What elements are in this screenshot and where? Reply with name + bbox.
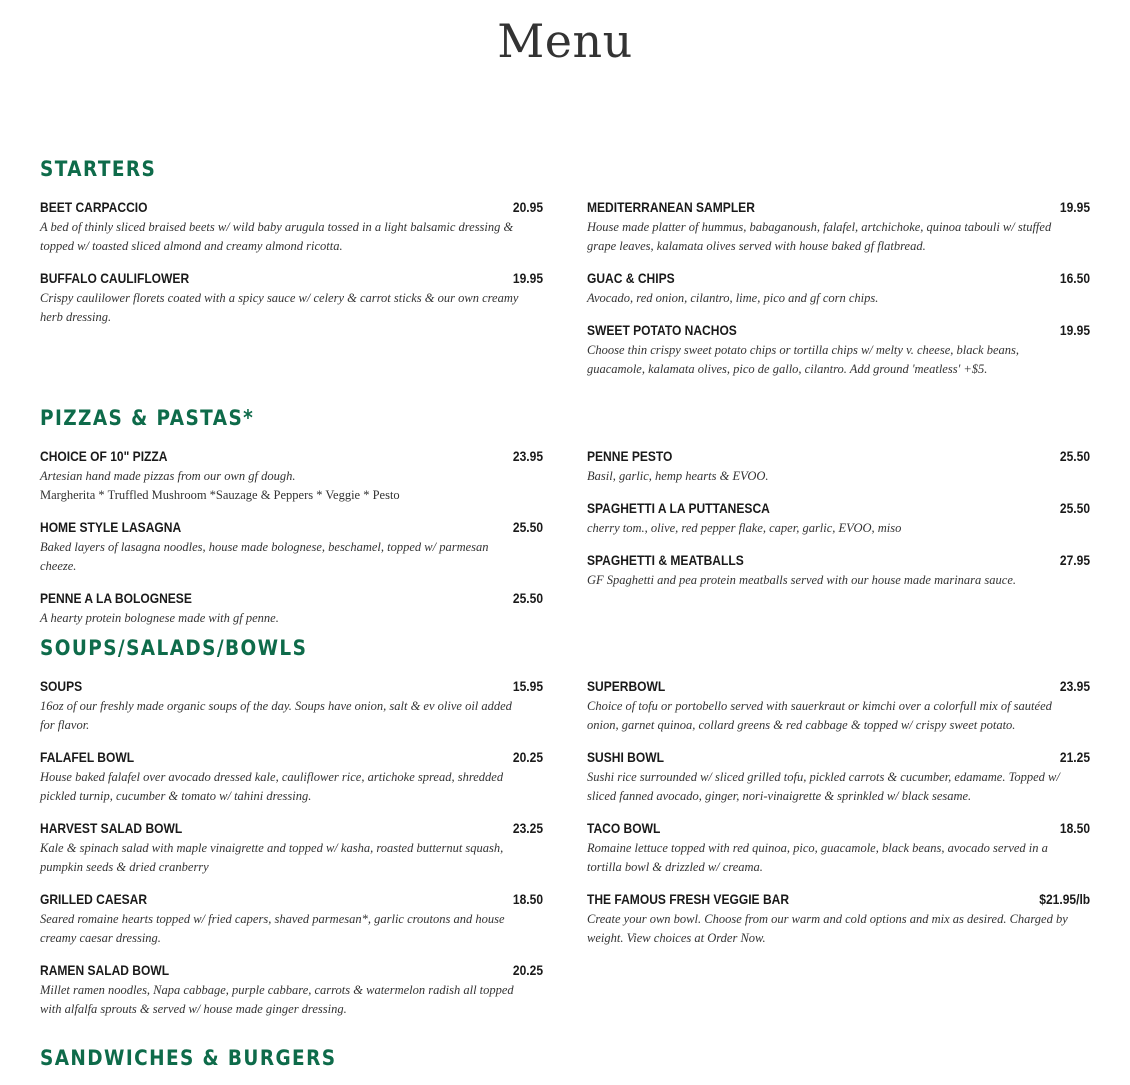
item-description: Kale & spinach salad with maple vinaigrette and topped w/ kasha, roasted butternut squash, pumpkin seeds & dried cranberry bbox=[40, 841, 504, 874]
item-description: cherry tom., olive, red pepper flake, caper, garlic, EVOO, miso bbox=[587, 521, 902, 535]
item-description: Artesian hand made pizzas from our own gf dough. bbox=[40, 469, 296, 483]
item-name: GRILLED CAESAR bbox=[40, 891, 148, 907]
item-price: 20.25 bbox=[512, 749, 543, 765]
item-name: CHOICE OF 10" PIZZA bbox=[40, 448, 168, 464]
item-price: 25.50 bbox=[1059, 448, 1090, 464]
right-column bbox=[587, 448, 1090, 642]
menu-item bbox=[587, 820, 1090, 877]
item-name: MEDITERRANEAN SAMPLER bbox=[587, 199, 755, 215]
item-description: Crispy caulilower florets coated with a spicy sauce w/ celery & carrot sticks & our own creamy herb dressing. bbox=[40, 291, 519, 324]
item-price: 25.50 bbox=[1059, 500, 1090, 516]
item-description: Romaine lettuce topped with red quinoa, pico, guacamole, black beans, avocado served in a tortilla bowl & drizzled w/ creama. bbox=[587, 841, 1048, 874]
menu-item bbox=[587, 552, 1090, 590]
item-description: Basil, garlic, hemp hearts & EVOO. bbox=[587, 469, 769, 483]
item-name: PENNE A LA BOLOGNESE bbox=[40, 590, 192, 606]
section-heading: PIZZAS & PASTAS* bbox=[40, 406, 255, 430]
left-column bbox=[40, 448, 543, 642]
item-name: SPAGHETTI & MEATBALLS bbox=[587, 552, 744, 568]
menu-item bbox=[40, 749, 543, 806]
item-description: Seared romaine hearts topped w/ fried capers, shaved parmesan*, garlic croutons and house creamy caesar dressing. bbox=[40, 912, 505, 945]
section-sandwiches-burgers bbox=[40, 1045, 1090, 1071]
item-name: TACO BOWL bbox=[587, 820, 661, 836]
item-name: GUAC & CHIPS bbox=[587, 270, 675, 286]
item-price: 21.25 bbox=[1059, 749, 1090, 765]
section-heading: STARTERS bbox=[40, 157, 157, 181]
right-column bbox=[587, 199, 1090, 393]
menu-item bbox=[587, 749, 1090, 806]
item-name: SOUPS bbox=[40, 678, 83, 694]
menu-item bbox=[587, 270, 1090, 308]
section-soups-salads-bowls bbox=[40, 635, 1090, 1033]
item-name: SUSHI BOWL bbox=[587, 749, 664, 765]
menu-item bbox=[587, 448, 1090, 486]
item-price: 20.95 bbox=[512, 199, 543, 215]
item-price: $21.95/lb bbox=[1039, 891, 1090, 907]
item-name: SUPERBOWL bbox=[587, 678, 666, 694]
item-price: 25.50 bbox=[512, 519, 543, 535]
menu-item bbox=[40, 962, 543, 1019]
menu-item bbox=[587, 322, 1090, 379]
item-description: Choose thin crispy sweet potato chips or tortilla chips w/ melty v. cheese, black beans, guacamole, kalamata olives, pico de gallo, cilantro. Add ground 'meatless' +$5. bbox=[587, 343, 1019, 376]
item-name: THE FAMOUS FRESH VEGGIE BAR bbox=[587, 891, 790, 907]
item-name: FALAFEL BOWL bbox=[40, 749, 135, 765]
item-name: BUFFALO CAULIFLOWER bbox=[40, 270, 190, 286]
menu-item bbox=[40, 448, 543, 505]
item-price: 23.25 bbox=[512, 820, 543, 836]
item-price: 19.95 bbox=[512, 270, 543, 286]
item-description: Choice of tofu or portobello served with sauerkraut or kimchi over a colorfull mix of sautéed onion, garnet quinoa, collard greens & red cabbage & topped w/ crispy sweet potato. bbox=[587, 699, 1052, 732]
item-description: 16oz of our freshly made organic soups of the day. Soups have onion, salt & ev olive oil added for flavor. bbox=[40, 699, 512, 732]
item-name: PENNE PESTO bbox=[587, 448, 673, 464]
item-price: 16.50 bbox=[1059, 270, 1090, 286]
section-starters bbox=[40, 156, 1090, 393]
menu-item bbox=[587, 678, 1090, 735]
item-description: Sushi rice surrounded w/ sliced grilled tofu, pickled carrots & cucumber, edamame. Topped w/ sliced fanned avocado, ginger, nori-vinaigrette & sprinkled w/ black sesame. bbox=[587, 770, 1060, 803]
item-price: 27.95 bbox=[1059, 552, 1090, 568]
menu-item bbox=[40, 270, 543, 327]
menu-item bbox=[587, 199, 1090, 256]
item-price: 18.50 bbox=[512, 891, 543, 907]
item-price: 23.95 bbox=[512, 448, 543, 464]
menu-item bbox=[40, 820, 543, 877]
section-heading: SANDWICHES & BURGERS bbox=[40, 1046, 337, 1070]
item-description: A hearty protein bolognese made with gf penne. bbox=[40, 611, 279, 625]
item-name: BEET CARPACCIO bbox=[40, 199, 148, 215]
item-description: House made platter of hummus, babaganoush, falafel, artchichoke, quinoa tabouli w/ stuffed grape leaves, kalamata olives served with house baked gf flatbread. bbox=[587, 220, 1052, 253]
item-name: HARVEST SALAD BOWL bbox=[40, 820, 183, 836]
item-description: Avocado, red onion, cilantro, lime, pico and gf corn chips. bbox=[587, 291, 879, 305]
item-description: A bed of thinly sliced braised beets w/ wild baby arugula tossed in a light balsamic dressing & topped w/ toasted sliced almond and creamy almond ricotta. bbox=[40, 220, 514, 253]
menu-item bbox=[40, 678, 543, 735]
item-price: 25.50 bbox=[512, 590, 543, 606]
menu-item bbox=[40, 519, 543, 576]
item-price: 20.25 bbox=[512, 962, 543, 978]
item-pizza-options: Margherita * Truffled Mushroom *Sauzage & Peppers * Veggie * Pesto bbox=[40, 488, 400, 502]
page-title: Menu bbox=[497, 14, 633, 68]
item-price: 15.95 bbox=[512, 678, 543, 694]
left-column bbox=[40, 678, 543, 1033]
menu-item bbox=[587, 891, 1090, 948]
item-price: 18.50 bbox=[1059, 820, 1090, 836]
item-price: 19.95 bbox=[1059, 322, 1090, 338]
left-column bbox=[40, 199, 543, 393]
item-price: 19.95 bbox=[1059, 199, 1090, 215]
item-price: 23.95 bbox=[1059, 678, 1090, 694]
item-description: Create your own bowl. Choose from our warm and cold options and mix as desired. Charged by weight. View choices at Order Now. bbox=[587, 912, 1068, 945]
right-column bbox=[587, 678, 1090, 1033]
item-name: RAMEN SALAD BOWL bbox=[40, 962, 170, 978]
item-description: GF Spaghetti and pea protein meatballs served with our house made marinara sauce. bbox=[587, 573, 1017, 587]
item-name: SWEET POTATO NACHOS bbox=[587, 322, 737, 338]
menu-item bbox=[40, 199, 543, 256]
menu-item bbox=[40, 590, 543, 628]
section-pizzas-pastas bbox=[40, 405, 1090, 642]
section-heading: SOUPS/SALADS/BOWLS bbox=[40, 636, 308, 660]
item-name: HOME STYLE LASAGNA bbox=[40, 519, 182, 535]
item-description: Millet ramen noodles, Napa cabbage, purple cabbare, carrots & watermelon radish all topped with alfalfa sprouts & served w/ house made ginger dressing. bbox=[40, 983, 514, 1016]
menu-item bbox=[587, 500, 1090, 538]
item-description: House baked falafel over avocado dressed kale, cauliflower rice, artichoke spread, shredded pickled turnip, cucumber & tomato w/ tahini dressing. bbox=[40, 770, 504, 803]
item-description: Baked layers of lasagna noodles, house made bolognese, beschamel, topped w/ parmesan cheeze. bbox=[40, 540, 489, 573]
menu-item bbox=[40, 891, 543, 948]
item-name: SPAGHETTI A LA PUTTANESCA bbox=[587, 500, 770, 516]
